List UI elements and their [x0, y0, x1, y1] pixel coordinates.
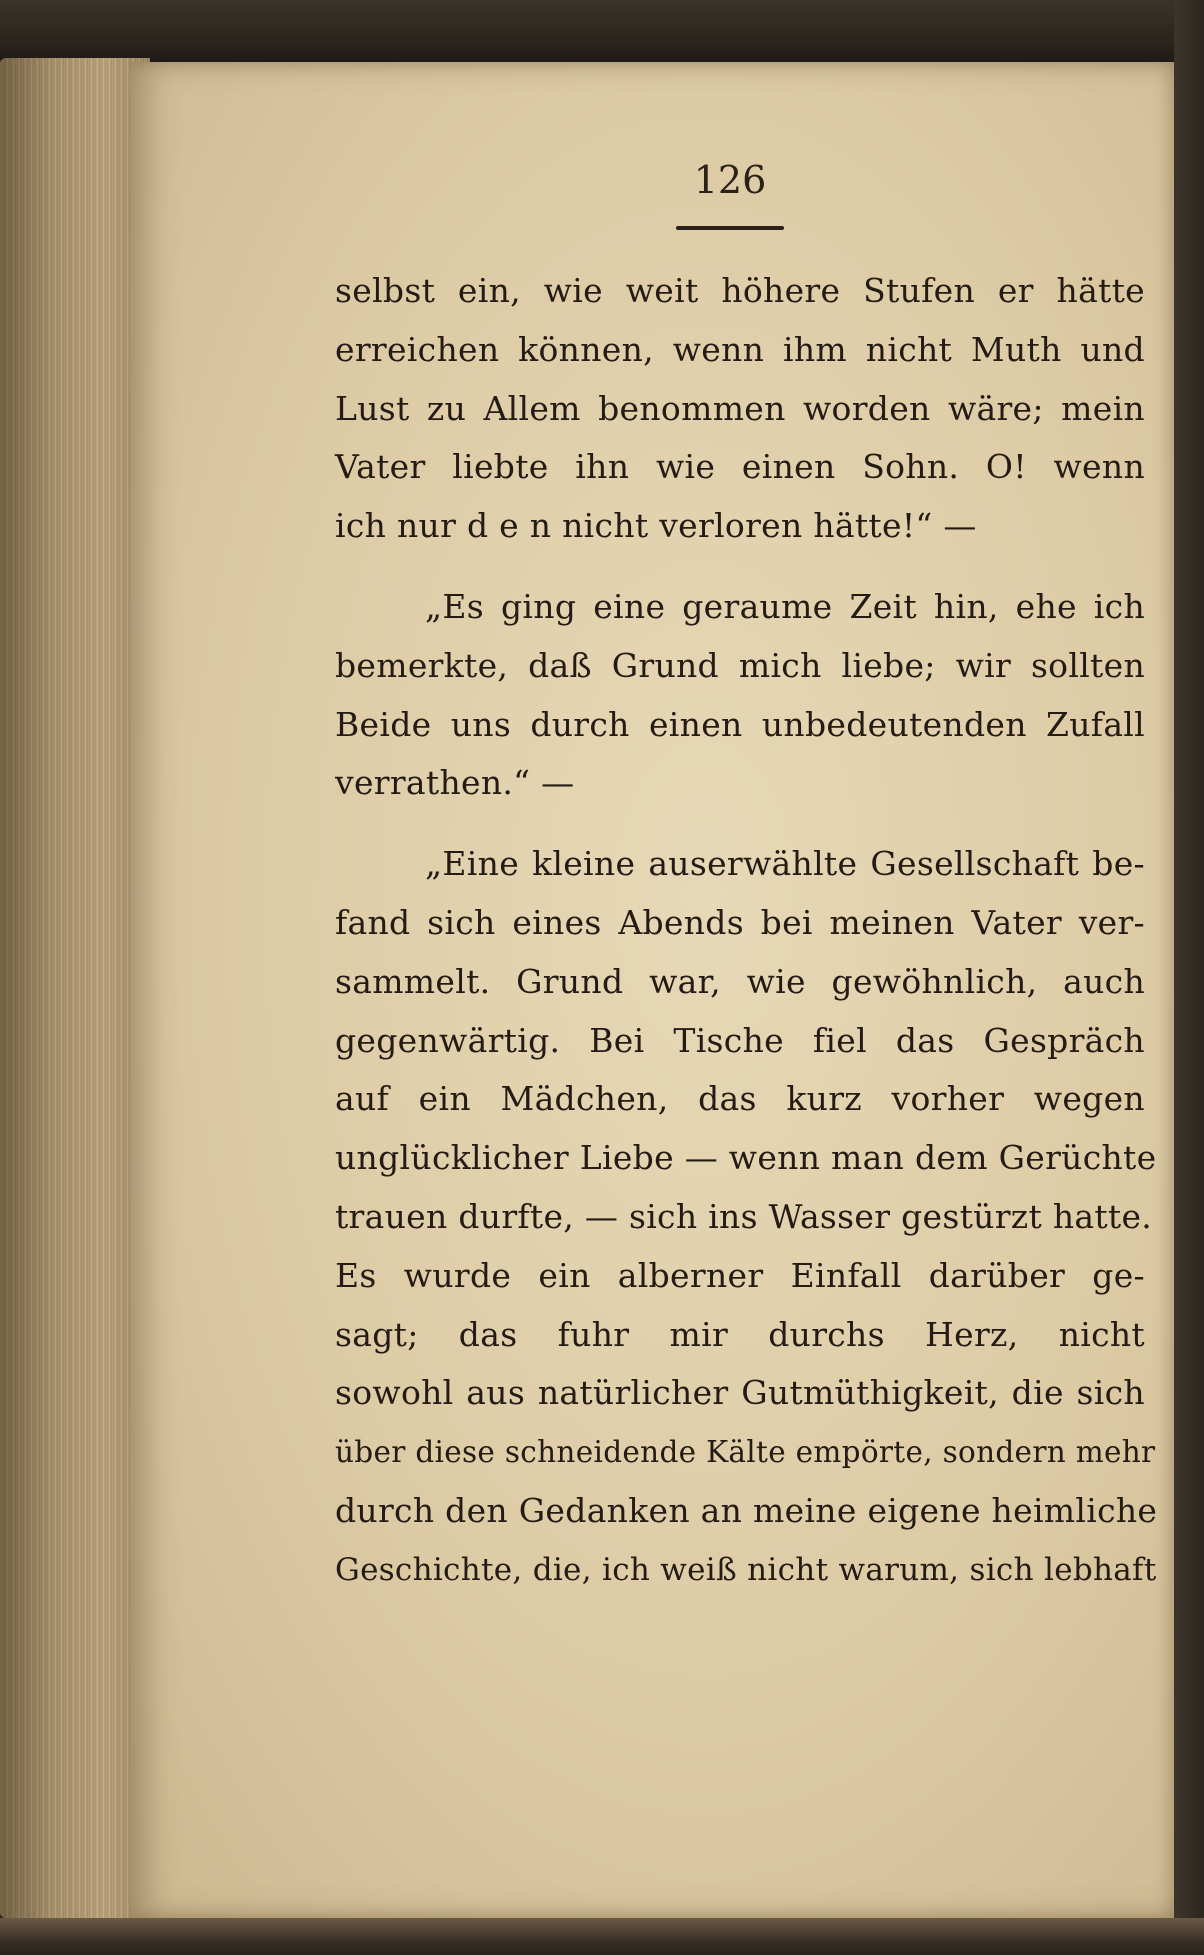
- paragraph-gap: [335, 556, 1145, 578]
- text-line: auf ein Mädchen, das kurz vorher wegen: [335, 1079, 1145, 1119]
- book-cover-top: [0, 0, 1204, 62]
- text-line: Geschichte, die, ich weiß nicht warum, sich lebhaft: [335, 1551, 1157, 1588]
- text-line: durch den Gedanken an meine eigene heimliche: [335, 1490, 1158, 1530]
- text-line: sowohl aus natürlicher Gutmüthigkeit, die sich: [335, 1373, 1145, 1413]
- book-bottom-edge: [0, 1918, 1204, 1955]
- text-line: verrathen.“ —: [335, 763, 575, 803]
- text-line: fand sich eines Abends bei meinen Vater ver-: [335, 902, 1145, 942]
- text-line: „Es ging eine geraume Zeit hin, ehe ich: [425, 586, 1145, 626]
- paragraph-gap: [335, 813, 1145, 835]
- text-line: über diese schneidende Kälte empörte, sondern mehr: [335, 1435, 1156, 1470]
- text-line: trauen durfte, — sich ins Wasser gestürzt hatte.: [335, 1196, 1153, 1236]
- text-line: Vater liebte ihn wie einen Sohn. O! wenn: [335, 447, 1145, 487]
- text-line: erreichen können, wenn ihm nicht Muth und: [335, 329, 1145, 369]
- text-line: selbst ein, wie weit höhere Stufen er hätte: [335, 271, 1145, 310]
- text-line: „Eine kleine auserwählte Gesellschaft be-: [425, 844, 1145, 884]
- page-edges-shadow: [0, 58, 150, 1918]
- text-line: bemerkte, daß Grund mich liebe; wir sollten: [335, 645, 1145, 685]
- body-text: [335, 262, 1158, 1600]
- text-line: gegenwärtig. Bei Tische fiel das Gespräch: [335, 1020, 1145, 1060]
- text-line: Es wurde ein alberner Einfall darüber ge-: [335, 1255, 1145, 1295]
- book-cover-right: [1174, 0, 1204, 1955]
- page-number: 126: [693, 158, 767, 202]
- header-rule: [676, 226, 784, 230]
- text-line: unglücklicher Liebe — wenn man dem Gerüchte: [335, 1138, 1157, 1178]
- text-line: sammelt. Grund war, wie gewöhnlich, auch: [335, 961, 1145, 1001]
- text-line: ich nur d e n nicht verloren hätte!“ —: [335, 506, 977, 546]
- text-line: Beide uns durch einen unbedeutenden Zufall: [335, 704, 1145, 744]
- text-line: sagt; das fuhr mir durchs Herz, nicht: [335, 1314, 1145, 1354]
- text-line: Lust zu Allem benommen worden wäre; mein: [335, 388, 1145, 428]
